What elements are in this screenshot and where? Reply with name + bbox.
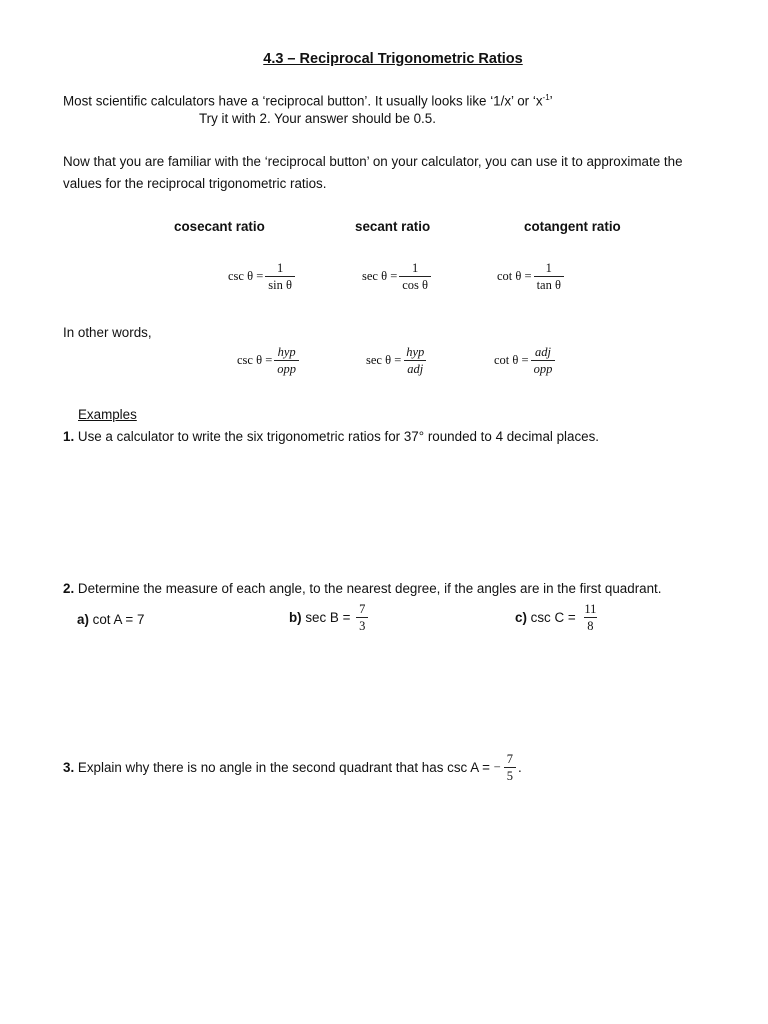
question-2c bbox=[515, 602, 601, 633]
question-1-text: Use a calculator to write the six trigonometric ratios for 37° rounded to 4 decimal places. bbox=[74, 429, 600, 444]
question-3 bbox=[63, 752, 522, 783]
intro-quote-end: ’ bbox=[549, 93, 553, 109]
question-3-numerator: 7 bbox=[506, 752, 513, 766]
question-2c-text: csc C = bbox=[526, 610, 580, 625]
question-2b-fraction bbox=[356, 602, 368, 633]
csc-words-definition bbox=[237, 345, 301, 376]
sec-definition bbox=[362, 261, 433, 292]
question-3-period: . bbox=[517, 760, 522, 775]
cot-words-definition bbox=[494, 345, 557, 376]
cot-denominator: tan θ bbox=[534, 276, 564, 292]
intro-superscript: -1 bbox=[542, 93, 550, 102]
cot-words-lhs: cot θ = bbox=[494, 353, 529, 367]
csc-denominator: sin θ bbox=[265, 276, 295, 292]
cot-words-numerator: adj bbox=[534, 345, 551, 359]
csc-definition bbox=[228, 261, 297, 292]
question-2b-text: sec B = bbox=[301, 610, 355, 625]
csc-words-denominator: opp bbox=[277, 362, 296, 376]
cot-fraction bbox=[534, 261, 564, 292]
question-1-number: 1. bbox=[63, 429, 75, 444]
csc-words-numerator: hyp bbox=[277, 345, 296, 359]
csc-fraction bbox=[265, 261, 295, 292]
sec-words-denominator: adj bbox=[407, 362, 424, 376]
question-3-text: Explain why there is no angle in the second quadrant that has csc A = bbox=[74, 760, 494, 775]
question-2 bbox=[63, 581, 661, 596]
cot-definition bbox=[497, 261, 566, 292]
csc-numerator: 1 bbox=[276, 261, 284, 275]
intro-text: Most scientific calculators have a ‘reciprocal button’. It usually looks like ‘1/x’ or ‘x bbox=[63, 93, 543, 109]
sec-words-numerator: hyp bbox=[406, 345, 425, 359]
question-2c-fraction bbox=[581, 602, 599, 633]
sec-denominator: cos θ bbox=[399, 276, 431, 292]
csc-words-lhs: csc θ = bbox=[237, 353, 273, 367]
other-words-label: In other words, bbox=[63, 325, 152, 340]
question-2c-numerator: 11 bbox=[584, 602, 597, 616]
question-3-denominator: 5 bbox=[504, 767, 516, 783]
question-2a bbox=[77, 612, 144, 627]
question-1 bbox=[63, 429, 599, 444]
sec-numerator: 1 bbox=[412, 261, 419, 275]
page-title: 4.3 – Reciprocal Trigonometric Ratios bbox=[263, 51, 523, 67]
cosecant-heading: cosecant ratio bbox=[174, 219, 265, 234]
question-3-fraction bbox=[504, 752, 516, 783]
secant-heading: secant ratio bbox=[355, 219, 431, 234]
question-2b-label: b) bbox=[289, 610, 302, 625]
question-2b-numerator: 7 bbox=[359, 602, 366, 616]
question-2a-label: a) bbox=[77, 612, 89, 627]
para2-line-1: Now that you are familiar with the ‘reciprocal button’ on your calculator, you can use it to approximate the bbox=[63, 154, 683, 169]
cot-words-denominator: opp bbox=[533, 362, 553, 376]
sec-lhs: sec θ = bbox=[362, 269, 398, 283]
examples-heading: Examples bbox=[78, 407, 137, 422]
csc-lhs: csc θ = bbox=[228, 269, 264, 283]
question-2c-label: c) bbox=[515, 610, 527, 625]
intro-line-2: Try it with 2. Your answer should be 0.5. bbox=[199, 111, 436, 126]
cot-words-fraction bbox=[531, 345, 556, 376]
sec-fraction bbox=[399, 261, 431, 292]
question-2-number: 2. bbox=[63, 581, 75, 596]
question-3-negative-sign: − bbox=[493, 760, 501, 774]
para2-line-2: values for the reciprocal trigonometric ratios. bbox=[63, 176, 327, 191]
cot-lhs: cot θ = bbox=[497, 269, 532, 283]
cot-numerator: 1 bbox=[545, 261, 552, 275]
sec-words-lhs: sec θ = bbox=[366, 353, 402, 367]
question-2a-text: cot A = 7 bbox=[88, 612, 145, 627]
sec-words-fraction bbox=[403, 345, 427, 376]
question-2b-denominator: 3 bbox=[356, 617, 368, 633]
sec-words-definition bbox=[366, 345, 429, 376]
cotangent-heading: cotangent ratio bbox=[524, 219, 621, 234]
csc-words-fraction bbox=[274, 345, 299, 376]
question-3-number: 3. bbox=[63, 760, 75, 775]
question-2-text: Determine the measure of each angle, to the nearest degree, if the angles are in the first quadrant. bbox=[74, 581, 662, 596]
question-2b bbox=[289, 602, 370, 633]
question-2c-denominator: 8 bbox=[584, 617, 596, 633]
